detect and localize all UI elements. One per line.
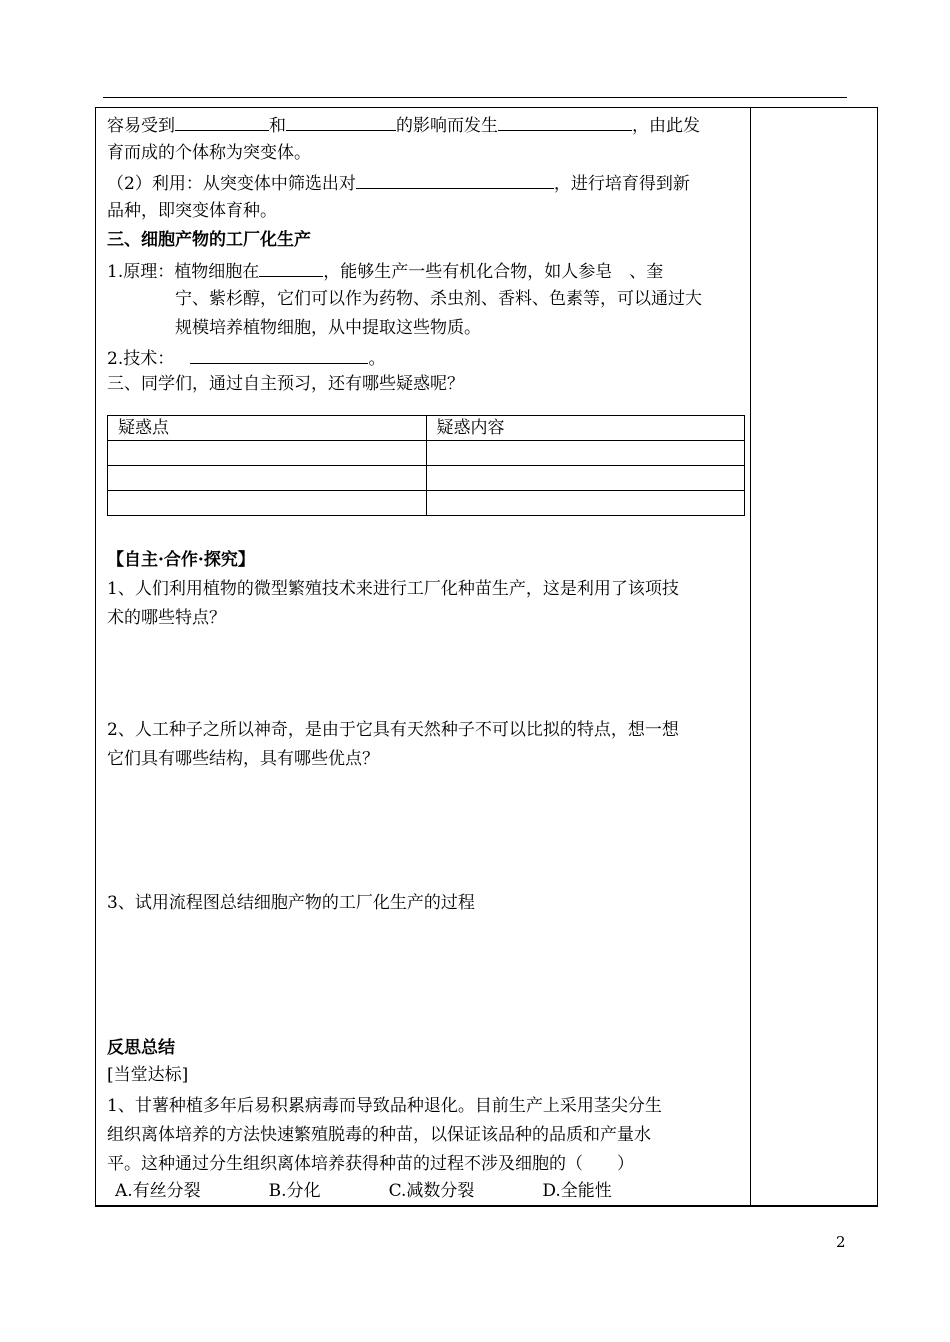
table-cell[interactable]: [426, 441, 745, 466]
line-mutant-definition: 育而成的个体称为突变体。: [107, 143, 311, 163]
answer-options: A.有丝分裂 B.分化 C.减数分裂 D.全能性: [115, 1181, 612, 1201]
column-header: 疑惑点: [108, 416, 427, 441]
blank[interactable]: [286, 112, 396, 131]
table-row: [108, 491, 745, 516]
line-questions-prompt: 三、同学们，通过自主预习，还有哪些疑惑呢？: [107, 374, 464, 394]
text: 1.原理：植物细胞在: [107, 262, 260, 282]
blank[interactable]: [190, 345, 368, 364]
line-utilization: [107, 170, 690, 196]
explore-question-3: 3、试用流程图总结细胞产物的工厂化生产的过程: [107, 893, 475, 913]
line-mutation: [107, 112, 700, 138]
text: ，由此发: [632, 116, 700, 136]
in-class-test-heading: [当堂达标]: [107, 1065, 189, 1085]
table-cell[interactable]: [108, 441, 427, 466]
blank[interactable]: [259, 258, 323, 277]
blank[interactable]: [175, 112, 269, 131]
line-technique: [107, 345, 385, 371]
text: 2.技术：: [107, 349, 175, 369]
text: 和: [269, 116, 286, 136]
table-cell[interactable]: [426, 466, 745, 491]
line-principle-cont-2: 规模培养植物细胞，从中提取这些物质。: [175, 318, 481, 338]
explore-question-1-cont: 术的哪些特点？: [107, 608, 226, 628]
line-mutant-breeding: 品种，即突变体育种。: [107, 201, 277, 221]
page-number: 2: [836, 1233, 846, 1251]
explore-question-2-cont: 它们具有哪些结构，具有哪些优点？: [107, 749, 379, 769]
column-header: 疑惑内容: [426, 416, 745, 441]
table-cell[interactable]: [426, 491, 745, 516]
table-header-row: [108, 416, 745, 441]
summary-heading: 反思总结: [107, 1038, 175, 1058]
text: ，能够生产一些有机化合物，如人参皂 、奎: [323, 262, 664, 282]
text: 。: [368, 349, 386, 369]
blank[interactable]: [356, 170, 554, 189]
test-question-1-cont-1: 组织离体培养的方法快速繁殖脱毒的种苗，以保证该品种的品质和产量水: [107, 1125, 651, 1145]
section-heading-cell-products: 三、细胞产物的工厂化生产: [107, 230, 311, 250]
text: ，进行培育得到新: [553, 174, 690, 194]
table-row: [108, 441, 745, 466]
blank[interactable]: [498, 112, 632, 131]
text: （2）利用：从突变体中筛选出对: [107, 174, 356, 194]
table-cell[interactable]: [108, 466, 427, 491]
test-question-1-cont-2: 平。这种通过分生组织离体培养获得种苗的过程不涉及细胞的（ ）: [107, 1154, 634, 1174]
line-principle: [107, 258, 663, 284]
questions-table: [107, 415, 745, 516]
notes-column-divider: [750, 107, 751, 1207]
table-cell[interactable]: [108, 491, 427, 516]
explore-heading: 【自主·合作·探究】: [107, 550, 255, 570]
explore-question-1: 1、人们利用植物的微型繁殖技术来进行工厂化种苗生产，这是利用了该项技: [107, 579, 679, 599]
text: 的影响而发生: [396, 116, 498, 136]
header-rule: [103, 97, 847, 98]
text: 容易受到: [107, 116, 175, 136]
explore-question-2: 2、人工种子之所以神奇，是由于它具有天然种子不可以比拟的特点，想一想: [107, 720, 679, 740]
test-question-1: 1、甘薯种植多年后易积累病毒而导致品种退化。目前生产上采用茎尖分生: [107, 1096, 662, 1116]
table-row: [108, 466, 745, 491]
line-principle-cont-1: 宁、紫杉醇，它们可以作为药物、杀虫剂、香料、色素等，可以通过大: [175, 289, 702, 309]
